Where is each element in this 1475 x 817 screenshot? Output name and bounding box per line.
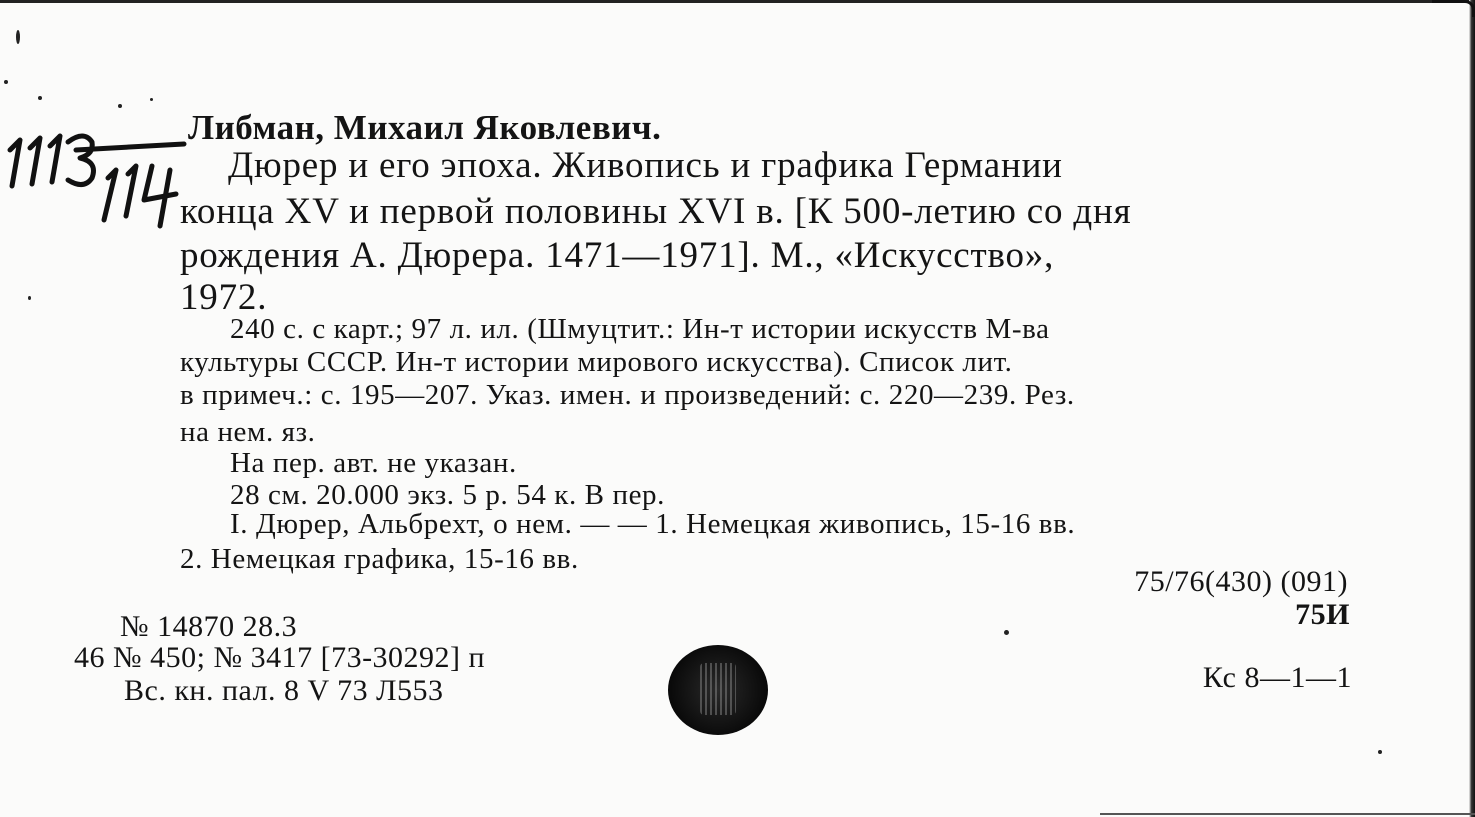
registration-line-1: № 14870 28.3	[120, 610, 298, 643]
description-line-1: 240 с. с карт.; 97 л. ил. (Шмуцтит.: Ин-т истории искусств М-ва	[230, 313, 1050, 345]
speck	[150, 98, 153, 101]
title-line-3: рождения А. Дюрера. 1471—1971]. М., «Искусство»,	[180, 235, 1055, 276]
speck	[4, 80, 8, 84]
author-heading: Либман, Михаил Яковлевич.	[188, 108, 662, 147]
physical-description-line: 28 см. 20.000 экз. 5 р. 54 к. В пер.	[230, 479, 666, 511]
description-line-3: в примеч.: с. 195—207. Указ. имен. и произведений: с. 220—239. Рез.	[180, 379, 1075, 411]
speck	[16, 30, 20, 44]
card-bottom-edge	[1100, 813, 1475, 815]
speck	[38, 96, 42, 100]
description-line-4: на нем. яз.	[180, 416, 316, 448]
registration-line-2: 46 № 450; № 3417 [73-30292] п	[74, 641, 486, 674]
description-line-2: культуры СССР. Ин-т истории мирового искусства). Список лит.	[180, 346, 1013, 378]
punch-hole	[668, 645, 768, 735]
card-top-edge	[0, 0, 1475, 3]
bbk-code: 75И	[1295, 598, 1350, 631]
kc-code: Кс 8—1—1	[1202, 661, 1352, 694]
subject-line-2: 2. Немецкая графика, 15-16 вв.	[180, 543, 579, 575]
registration-line-3: Вс. кн. пал. 8 V 73 Л553	[124, 674, 444, 707]
card-right-edge	[1469, 0, 1475, 817]
title-line-4: 1972.	[180, 277, 268, 318]
udc-code: 75/76(430) (091)	[1134, 565, 1348, 598]
title-line-1: Дюрер и его эпоха. Живопись и графика Германии	[228, 145, 1063, 186]
handwritten-shelfmark	[4, 120, 194, 230]
speck	[1378, 750, 1382, 754]
card-corner-edge	[1432, 0, 1475, 17]
title-line-2: конца XV и первой половины XVI в. [К 500-летию со дня	[180, 191, 1132, 232]
speck	[118, 104, 122, 108]
speck	[28, 296, 31, 300]
subject-line-1: I. Дюрер, Альбрехт, о нем. — — 1. Немецкая живопись, 15-16 вв.	[230, 508, 1076, 540]
note-line: На пер. авт. не указан.	[230, 447, 517, 479]
speck	[1004, 630, 1009, 635]
